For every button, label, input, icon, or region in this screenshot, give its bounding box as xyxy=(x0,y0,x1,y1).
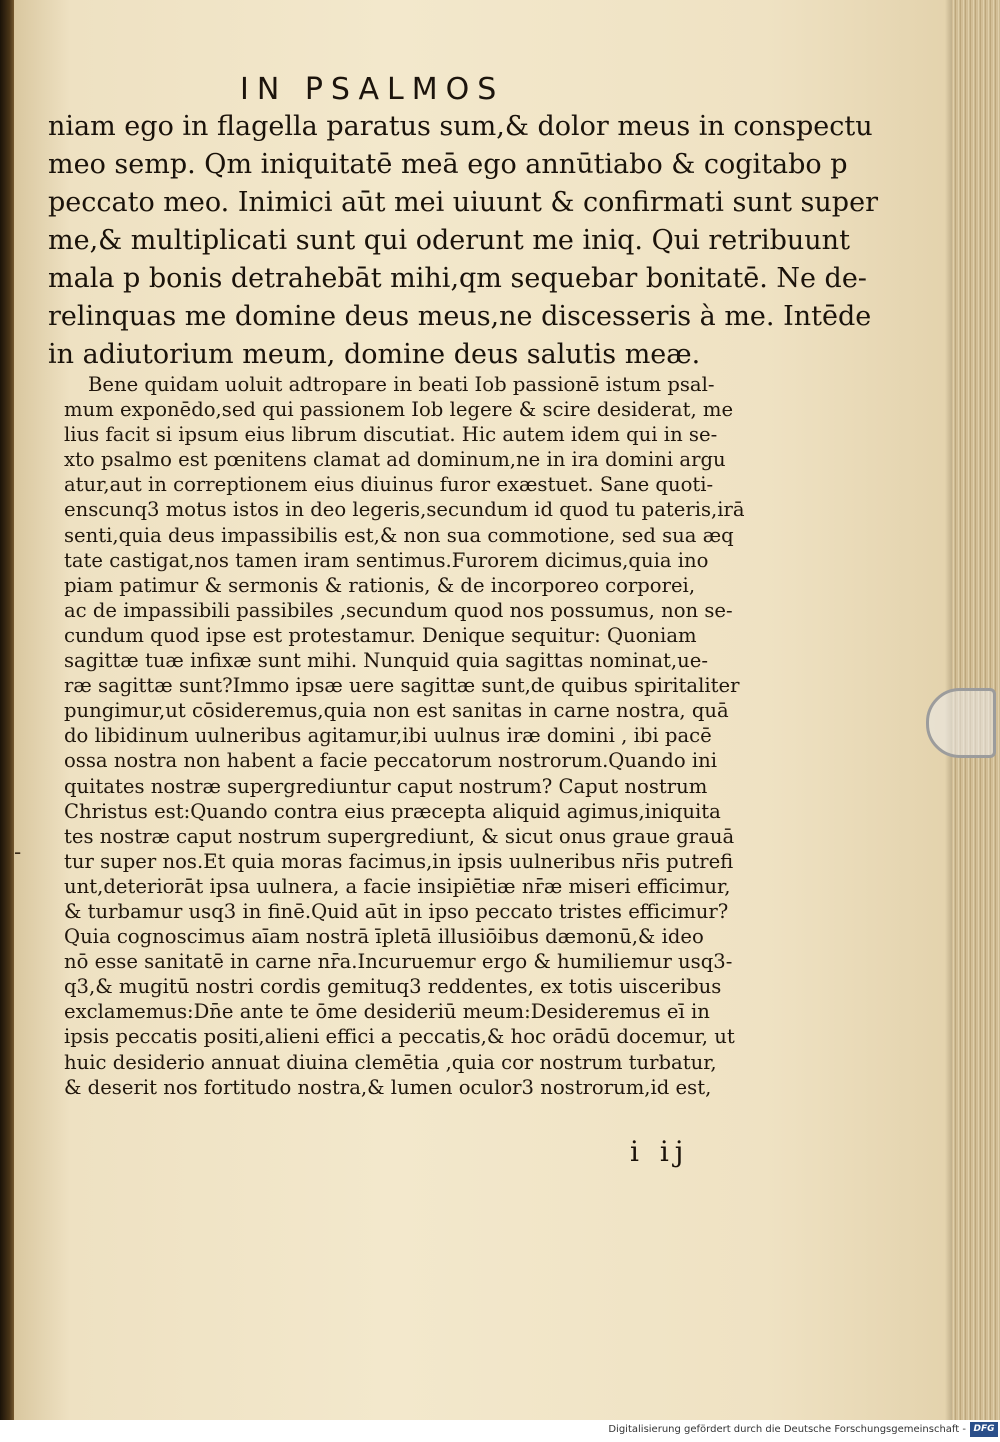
psalm-line: niam ego in flagella paratus sum,& dolor meus in conspectu xyxy=(48,111,873,142)
psalm-line: relinquas me domine deus meus,ne discesseris à me. Intēde xyxy=(48,301,872,332)
commentary-line: ossa nostra non habent a facie peccatorum nostrorum.Quando ini xyxy=(64,749,718,773)
running-head: IN PSALMOS xyxy=(240,72,505,107)
commentary-line: enscunq3 motus istos in deo legeris,secundum id quod tu pateris,irā xyxy=(64,498,745,522)
psalm-line: peccato meo. Inimici aūt mei uiuunt & confirmati sunt super xyxy=(48,187,878,218)
commentary-line: & turbamur usq3 in finē.Quid aūt in ipso peccato tristes efficimur? xyxy=(64,899,729,923)
commentary-line: senti,quia deus impassibilis est,& non sua commotione, sed sua æq xyxy=(64,523,734,547)
commentary-line: tate castigat,nos tamen iram sentimus.Furorem dicimus,quia ino xyxy=(64,548,709,572)
commentary-line: ræ sagittæ sunt?Immo ipsæ uere sagittæ sunt,de quibus spiritaliter xyxy=(64,674,740,698)
commentary-line: unt,deteriorāt ipsa uulnera, a facie insipiētiæ nr̄æ miseri efficimur, xyxy=(64,874,731,898)
commentary-line: pungimur,ut cōsideremus,quia non est sanitas in carne nostra, quā xyxy=(64,699,729,723)
bookmark-clip-icon xyxy=(926,688,996,758)
commentary-line: quitates nostræ supergrediuntur caput nostrum? Caput nostrum xyxy=(64,774,708,798)
psalm-line: me,& multiplicati sunt qui oderunt me iniq. Qui retribuunt xyxy=(48,225,850,256)
commentary-line: do libidinum uulneribus agitamur,ibi uulnus iræ domini , ibi pacē xyxy=(64,724,712,748)
commentary-line: xto psalmo est pœnitens clamat ad dominum,ne in ira domini argu xyxy=(64,448,726,472)
psalm-text-block xyxy=(48,108,878,374)
commentary-line: huic desiderio annuat diuina clemētia ,quia cor nostrum turbatur, xyxy=(64,1050,717,1074)
psalm-line: meo semp. Qm iniquitatē meā ego annūtiabo & cogitabo p xyxy=(48,149,848,180)
commentary-line: mum exponēdo,sed qui passionem Iob legere & scire desiderat, me xyxy=(64,398,734,422)
commentary-line: tes nostræ caput nostrum supergrediunt, & sicut onus graue grauā xyxy=(64,824,735,848)
commentary-line: exclamemus:Dn̄e ante te ōme desideriū meum:Desideremus eī in xyxy=(64,1000,710,1024)
psalm-line: in adiutorium meum, domine deus salutis meæ. xyxy=(48,339,701,370)
commentary-line: ipsis peccatis positi,alieni effici a peccatis,& hoc orādū docemur, ut xyxy=(64,1025,735,1049)
commentary-line: ac de impassibili passibiles ,secundum quod nos possumus, non se- xyxy=(64,598,733,622)
commentary-text-block xyxy=(64,372,764,1100)
commentary-line: piam patimur & sermonis & rationis, & de incorporeo corporei, xyxy=(64,573,696,597)
funding-credit: Digitalisierung gefördert durch die Deutsche Forschungsgemeinschaft - xyxy=(608,1424,966,1435)
commentary-line: tur super nos.Et quia moras facimus,in ipsis uulneribus nr̄is putrefi xyxy=(64,849,734,873)
commentary-line: cundum quod ipse est protestamur. Denique sequitur: Quoniam xyxy=(64,623,697,647)
commentary-line: atur,aut in correptionem eius diuinus furor exæstuet. Sane quoti- xyxy=(64,473,714,497)
margin-mark: - xyxy=(14,840,22,864)
commentary-line: Christus est:Quando contra eius præcepta aliquid agimus,iniquita xyxy=(64,799,721,823)
commentary-line: sagittæ tuæ infixæ sunt mihi. Nunquid quia sagittas nominat,ue- xyxy=(64,649,708,673)
commentary-line: & deserit nos fortitudo nostra,& lumen oculor3 nostrorum,id est, xyxy=(64,1075,712,1099)
commentary-line: nō esse sanitatē in carne nr̄a.Incuruemur ergo & humiliemur usq3- xyxy=(64,950,733,974)
commentary-line: q3,& mugitū nostri cordis gemituq3 reddentes, ex totis uisceribus xyxy=(64,975,722,999)
commentary-line: Bene quidam uoluit adtropare in beati Iob passionē istum psal- xyxy=(88,373,715,396)
commentary-line: Quia cognoscimus aīam nostrā īpletā illusiōibus dæmonū,& ideo xyxy=(64,925,704,949)
dfg-logo: DFG xyxy=(970,1422,998,1437)
commentary-line: lius facit si ipsum eius librum discutiat. Hic autem idem qui in se- xyxy=(64,423,718,447)
psalm-line: mala p bonis detrahebāt mihi,qm sequebar bonitatē. Ne de- xyxy=(48,263,867,294)
signature-mark: i ij xyxy=(630,1135,690,1168)
footer-bar xyxy=(0,1420,1000,1442)
